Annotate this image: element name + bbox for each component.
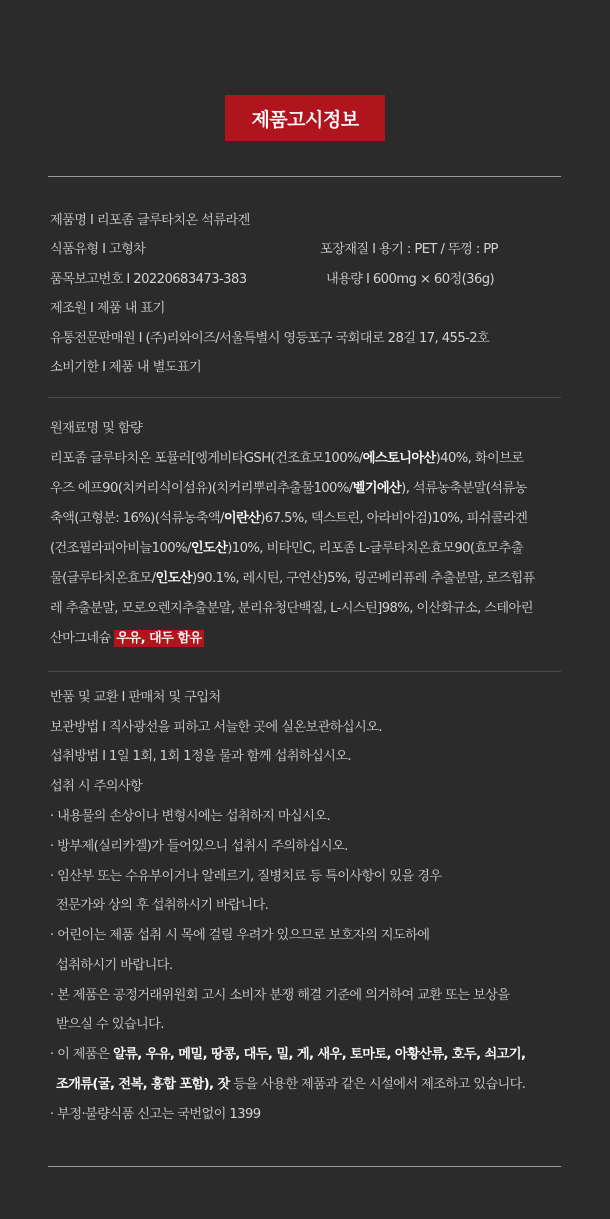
caution-item-5-cont: 받으실 수 있습니다. <box>56 1017 164 1032</box>
ingredients-line-1 <box>50 450 523 468</box>
allergen-highlight: 우유, 대두 함유 <box>116 631 202 646</box>
product-name: 제품명 I 리포좀 글루타치온 석류라겐 <box>50 213 250 228</box>
ingredients-text: 우즈 에프90(치커리식이섬유)(치커리뿌리추출물100%/ <box>50 481 353 496</box>
allergen-list: 알류, 우유, 메밀, 땅콩, 대두, 밀, 게, 새우, 토마토, 아황산류, 호두, 쇠고기, <box>112 1047 526 1062</box>
return-exchange: 반품 및 교환 I 판매처 및 구입처 <box>50 690 221 705</box>
ingredients-text: )90.1%, 레시틴, 구연산)5%, 링곤베리퓨레 추출분말, 로즈힙퓨 <box>191 571 535 586</box>
caution-item-3-cont: 전문가와 상의 후 섭취하시기 바랍니다. <box>56 898 269 913</box>
origin-highlight: 이란산 <box>223 511 261 526</box>
caution-item-1: · 내용물의 손상이나 변형시에는 섭취하지 마십시오. <box>50 809 331 824</box>
bottom-divider <box>48 1166 561 1167</box>
caution-item-6 <box>50 1046 525 1064</box>
ingredients-text: 물(글루타치온효모/ <box>50 571 156 586</box>
ingredients-line-7 <box>50 630 204 648</box>
food-type-row <box>50 241 498 259</box>
ingredients-text: )67.5%, 덱스트린, 아라비아검)10%, 피쉬콜라겐 <box>260 511 528 526</box>
ingredients-heading: 원재료명 및 함량 <box>50 421 143 436</box>
caution-item-5: · 본 제품은 공정거래위원회 고시 소비자 분쟁 해결 기준에 의거하여 교환 또는 보상을 <box>50 988 510 1003</box>
caution-text: · 이 제품은 <box>50 1047 113 1062</box>
ingredients-line-6: 레 추출분말, 모로오렌지추출분말, 분리유청단백질, L-시스틴]98%, 이산화규소, 스테아린 <box>50 601 533 616</box>
caution-text: 등을 사용한 제품과 같은 시설에서 제조하고 있습니다. <box>229 1077 526 1092</box>
origin-highlight: 벨기에산 <box>352 481 402 496</box>
food-type: 식품유형 I 고형차 <box>50 242 146 257</box>
page-title-badge: 제품고시정보 <box>225 95 385 141</box>
ingredients-line-2 <box>50 480 527 498</box>
caution-item-4: · 어린이는 제품 섭취 시 목에 걸릴 우려가 있으므로 보호자의 지도하에 <box>50 928 430 943</box>
origin-highlight: 인도산 <box>190 541 228 556</box>
section-divider-1 <box>48 397 561 398</box>
ingredients-line-4 <box>50 540 523 558</box>
ingredients-text: )10%, 비타민C, 리포좀 L-글루타치온효모90(효모추출 <box>227 541 524 556</box>
intake-method: 섭취방법 I 1일 1회, 1회 1정을 물과 함께 섭취하십시오. <box>50 749 352 764</box>
ingredients-text: (건조필라피아비늘100%/ <box>50 541 191 556</box>
ingredients-text: 산마그네슘 <box>50 631 115 646</box>
report-number: 품목보고번호 I 20220683473-383 <box>50 272 247 287</box>
storage-method: 보관방법 I 직사광선을 피하고 서늘한 곳에 실온보관하십시오. <box>50 720 382 735</box>
ingredients-text: 리포좀 글루타치온 포뮬러[엥게비타GSH(건조효모100%/ <box>50 451 363 466</box>
top-divider <box>48 176 561 177</box>
caution-item-4-cont: 섭취하시기 바랍니다. <box>56 958 173 973</box>
origin-highlight: 에스토니아산 <box>362 451 436 466</box>
ingredients-line-3 <box>50 510 527 528</box>
section-divider-2 <box>48 671 561 672</box>
expiry-date: 소비기한 I 제품 내 별도표기 <box>50 360 202 375</box>
caution-item-2: · 방부제(실리카겔)가 들어있으니 섭취시 주의하십시오. <box>50 839 348 854</box>
report-number-row <box>50 271 495 289</box>
caution-item-7: · 부정·불량식품 신고는 국번없이 1399 <box>50 1107 261 1122</box>
caution-heading: 섭취 시 주의사항 <box>50 779 143 794</box>
caution-item-3: · 임산부 또는 수유부이거나 알레르기, 질병치료 등 특이사항이 있을 경우 <box>50 869 442 884</box>
ingredients-line-5 <box>50 570 535 588</box>
net-volume: 내용량 I 600mg × 60정(36g) <box>326 272 495 287</box>
manufacturer: 제조원 I 제품 내 표기 <box>50 301 165 316</box>
packaging-material: 포장재질 I 용기 : PET / 뚜껑 : PP <box>320 242 498 257</box>
ingredients-text: ), 석류농축분말(석류농 <box>401 481 527 496</box>
origin-highlight: 인도산 <box>155 571 192 586</box>
allergen-list: 조개류(굴, 전복, 홍합 포함), 잣 <box>56 1077 230 1092</box>
ingredients-text: 축액(고형분: 16%)(석류농축액/ <box>50 511 224 526</box>
distributor: 유통전문판매원 I (주)리와이즈/서울특별시 영등포구 국회대로 28길 17, 455-2호 <box>50 331 490 346</box>
ingredients-text: )40%, 화이브로 <box>435 451 524 466</box>
caution-item-6-cont <box>56 1076 525 1094</box>
